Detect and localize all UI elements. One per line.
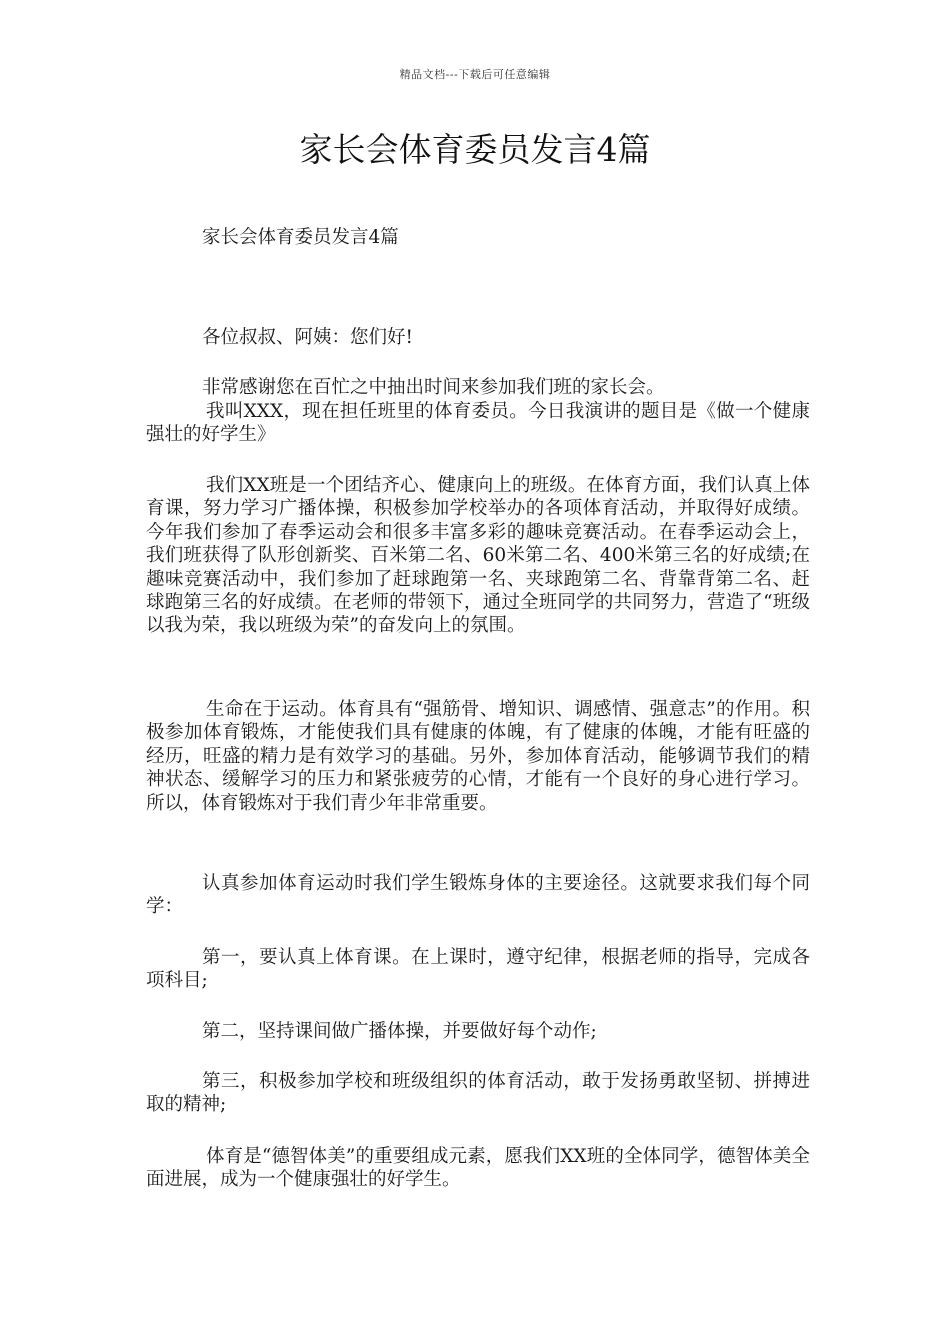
header-note: 精品文档---下载后可任意编辑 xyxy=(399,68,551,81)
document-subtitle: 家长会体育委员发言4篇 xyxy=(202,227,399,248)
paragraph-class-achievements: 我们XX班是一个团结齐心、健康向上的班级。在体育方面，我们认真上体育课，努力学习广播体操，积极参加学校举办的各项体育活动，并取得好成绩。今年我们参加了春季运动会和很多丰富多彩的趣味竞赛活动。在春季运动会上，我们班获得了队形创新奖、百米第二名、60米第二名、400米第三名的好成绩;在趣味竞赛活动中，我们参加了赶球跑第一名、夹球跑第二名、背靠背第二名、赶球跑第三名的好成绩。在老师的带领下，通过全班同学的共同努力，营造了“班级以我为荣，我以班级为荣”的奋发向上的氛围。 xyxy=(146,475,810,637)
paragraph-third: 第三，积极参加学校和班级组织的体育活动，敢于发扬勇敢坚韧、拼搏进取的精神; xyxy=(146,1071,810,1116)
page-title: 家长会体育委员发言4篇 xyxy=(299,130,651,169)
paragraph-intro: 我叫XXX，现在担任班里的体育委员。今日我演讲的题目是《做一个健康强壮的好学生》 xyxy=(146,401,810,446)
paragraph-greeting: 各位叔叔、阿姨：您们好! xyxy=(202,327,413,348)
paragraph-second: 第二，坚持课间做广播体操，并要做好每个动作; xyxy=(202,1021,597,1042)
paragraph-requirements: 认真参加体育运动时我们学生锻炼身体的主要途径。这就要求我们每个同学： xyxy=(146,873,810,918)
paragraph-importance: 生命在于运动。体育具有“强筋骨、增知识、调感情、强意志”的作用。积极参加体育锻炼，才能使我们具有健康的体魄，有了健康的体魄，才能有旺盛的经历，旺盛的精力是有效学习的基础。另外，参加体育活动，能够调节我们的精神状态、缓解学习的压力和紧张疲劳的心情，才能有一个良好的身心进行学习。所以，体育锻炼对于我们青少年非常重要。 xyxy=(146,699,810,814)
paragraph-conclusion: 体育是“德智体美”的重要组成元素，愿我们XX班的全体同学，德智体美全面进展，成为一个健康强壮的好学生。 xyxy=(146,1146,810,1191)
paragraph-first: 第一，要认真上体育课。在上课时，遵守纪律，根据老师的指导，完成各项科目; xyxy=(146,947,810,992)
paragraph-thanks: 非常感谢您在百忙之中抽出时间来参加我们班的家长会。 xyxy=(202,377,665,398)
